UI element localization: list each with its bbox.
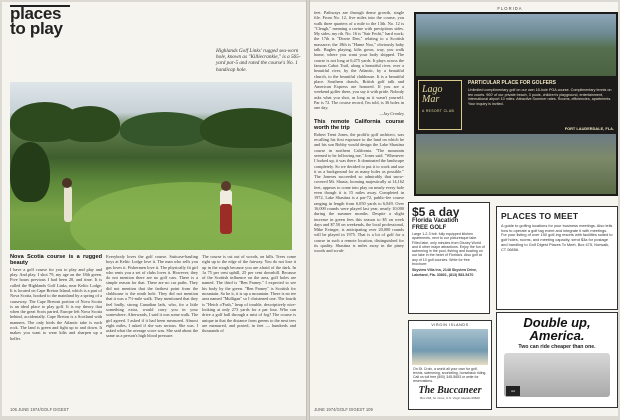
florida-vacation-ad [408,202,490,314]
left-page [2,2,306,416]
ad-headline: PARTICULAR PLACE FOR GOLFERS [468,80,556,86]
car-illustration [504,353,610,403]
right-page [310,2,618,416]
lago-mar-logo [418,80,462,130]
ad-title: Double up, America. [523,315,591,343]
logo-line: Lago [422,84,443,95]
ad-subtitle: Two can ride cheaper than one. [518,344,596,350]
article-column-2: Everybody loves the golf course. Suitcase-hauling boys at Keltic Lodge love it. The man who sells you gas loves it. Fishermen love it. The physically fit girl who rents you a set of clubs loves it. However, they do not mention there are no golf cars. There is a simple reason for that. There are no car paths. They did not mention that the farthest point from the clubhouse is the ninth hole. They did not mention that it was a 7½-mile walk. They mentioned that they feel badly, strong Canadian lads, who, for a little something extra, would carry you in your somewhere. Afterwards, I said it was some walk. The girl agreed. I asked if it had been measured. Almost eight miles, I asked if she was serious. She was. I asked what the average score was. She said about the same as a person's high blood pressure. [106,254,198,339]
section-title-line2: to play [10,19,63,38]
ad-body: Unlimited complimentary golf on our own 18-hole PGA course. Complimentary tennis on ten courts. 900' of our private beach, 3 pools, children's playground, entertainment, international airport 10 miles. Attractive Summer rates. Rooms, efficiencies, apartments. Your inquiry is invited. [468,88,612,106]
double-up-america-ad [496,312,618,408]
logo-line: Mar [422,94,440,105]
beach-photo [412,329,488,365]
ad-body: Large 1-2-3 bdr. fully equipped kitchen apartments, next to our picturesque lake. Filled lake, only minutes from Disney World and 8 other major attractions. Enjoy the fun of swimming in the pool, fishing and boating on our lake in the heart of Florida's. Also golf at any of 10 golf courses. Write for free brochure: [412,232,485,267]
places-to-meet-ad [496,206,618,310]
ad-headline-2: FREE GOLF [412,225,447,231]
ad-header: VIRGIN ISLANDS [431,323,469,327]
resort-aerial-photo [416,14,616,76]
article-text: Robert Trent Jones, the prolific golf architect, was recalling his first exposure to the land on which he and his son Bobby would design the Lake Shastina course in northern California. "The mountain seemed to be following me," Jones said. "Whenever I looked up, it was there. It dominated the landscape completely. So we decided to put it to work and use it as a background for as many holes as possible." The Joneses succeeded so admirably that snow-covered Mt. Shasta, looming majestically at 14,162 feet, appears to come into play on nearly every hole even though it is 15 miles away. Completed in 1972, Lake Shastina is a par-72, public-fee course ranging in length from 6,050 yards to 6,849. Over 16,000 rounds were played last year, nearly 10,000 during the summer months. Despite a slight increase in green fees this season to $5 on week days and $7.50 on weekends, the local professional, Mike Evinger, is anticipating over 20,000 rounds will be played in 1975. That is a lot of golf for a course in such a remote location, distinguished for its quality. Shastina is miles away in the piney woods and scrub- [314,131,404,254]
article-column-3: The course is cut out of woods, on hills. Trees come right up to the edge of the fairway. You do not lose it up in the rough because you are afraid of the dark. In 1a 75 per cent uphill, 25 per cent downhill. Because of the Scottish influence on the area, golf holes are named. The third is "Ben Franey." I expected to see his body by the green. "Ben Franey" is Scottish for mountain. So be it, it is up a mountain. There is no tee area named "Mulligan" so I christened one. The fourth is "Heich o'Fash," heap of trouble, descriptively nice-looking at only 273 yards for a par four. Who can drive a golf ball through a mist of fog? The course is unique in that the distance from greens to the next tees are measured, and posted, in feet — hundreds and thousands of [202,254,296,334]
article-subhead: Nova Scotia course is a rugged beauty [10,254,102,267]
lago-mar-ad [414,12,618,196]
buccaneer-ad [408,320,492,410]
ad-location: FORT LAUDERDALE, FLA. [564,126,614,131]
logo-subtitle: A RESORT CLUB [422,109,455,113]
article-column-4 [314,10,404,254]
section-title [10,6,63,36]
ad-address: Skyview Villa Inn, 2148 Skyview Drive, Lakeland, Fla. 33801, (813) 583-5470 [412,268,478,277]
buccaneer-logo: The Buccaneer [418,385,482,397]
ad-title: PLACES TO MEET [501,211,579,221]
ad-council-logo: Ad Council [506,386,520,396]
article-text: feet. Pathways are through dense growth, single file. From No. 12, five miles into the course, you walk three quarters of a mile to the 13th. No. 12 is "Cleugh," meaning a ravine with precipitous sides. My sides, my rib. No. 16 is "Sair Fecht," hard work; the 17th is "Dowie Den," relating to a Scottish massacre; the 18th is "Hame Noo," obviously baby talk. Bugles playing, kilts gown, way, you walk home, where you want your body shipped. The course is not long at 6,475 yards. It plays across the famous Cabot Trail, along a beautiful river, over a beautiful river, by the Atlantic, by a beautiful church, to the beautiful clubhouse. It is a beautiful place. Southern drawls, British golf talk and American Express are honored. If you are a weekend golfer there, you say it with pride. Nobody asks what you shot, as long as it wasn't yourself. Par is 72. The course record, I'm told, is 36 holes in one day. [314,10,404,111]
article-text: I have a golf course for you to play and play and play. And play. I shot 79, my age on the 18th green. Five hours previous I had been 28, and time. It is called the Highlands Golf Links, near Keltic Lodge. It is located on Cape Breton Island, which is a part of Nova Scotia, hooked to the mainland by a spring of a causeway. The Cape Bretoni portion of Nova Scotia is an ideal place to play golf. It is my theory that when the great Scots parted, Europe left Nova Scotia behind, accidentally. Cape Breton is a Scotland with manners. The only birds the Atlantic take is each rock. The land is green and fight up to and down. It makes you want to wear kilts and sharpen up a holler. [10,266,102,341]
section-header-label: FLORIDA [497,6,523,11]
section-title-line1: places [10,4,62,23]
page-folio-right: JUNE 1974/GOLF DIGEST 109 [314,407,373,412]
ad-body: A guide to golfing locations for your business meetings. Also tells how to operate a golf tag event and integrate it with meetings. For your listing of over 150 golf-ing resorts with facilities suited to golf holes, rooms, and meeting capacity, send $3a for postage and handling to Golf Digest Places To Meet, Box 475, Norwalk, CT 06856. [501,223,613,252]
ad-footer: Box 218, St. Croix, U.S. Virgin Islands 00820 [420,396,480,401]
ad-headline: Florida Vacation [412,218,459,224]
article-byline: —Jay Cronley [379,110,404,116]
golf-course-photo [10,82,292,250]
page-folio-left: 106 JUNE 1974/GOLF DIGEST [10,407,69,412]
ad-price: $5 a day [412,205,460,219]
article-subhead: This remote California course worth the trip [314,118,404,132]
photo-caption: Highlands Golf Links' rugged sea-worn hole, known as "Killiecrankie," is a 565-yard par-5 and rated the course's No. 1 handicap hole. [216,48,301,73]
ad-body: On St. Croix, a world all your own for golf, tennis, swimming, snorkeling, horseback riding. Call us toll free (800) 345-5653 or write for reservations. [413,367,487,384]
resort-aerial-photo-2 [416,134,616,194]
article-column-1 [10,254,102,341]
